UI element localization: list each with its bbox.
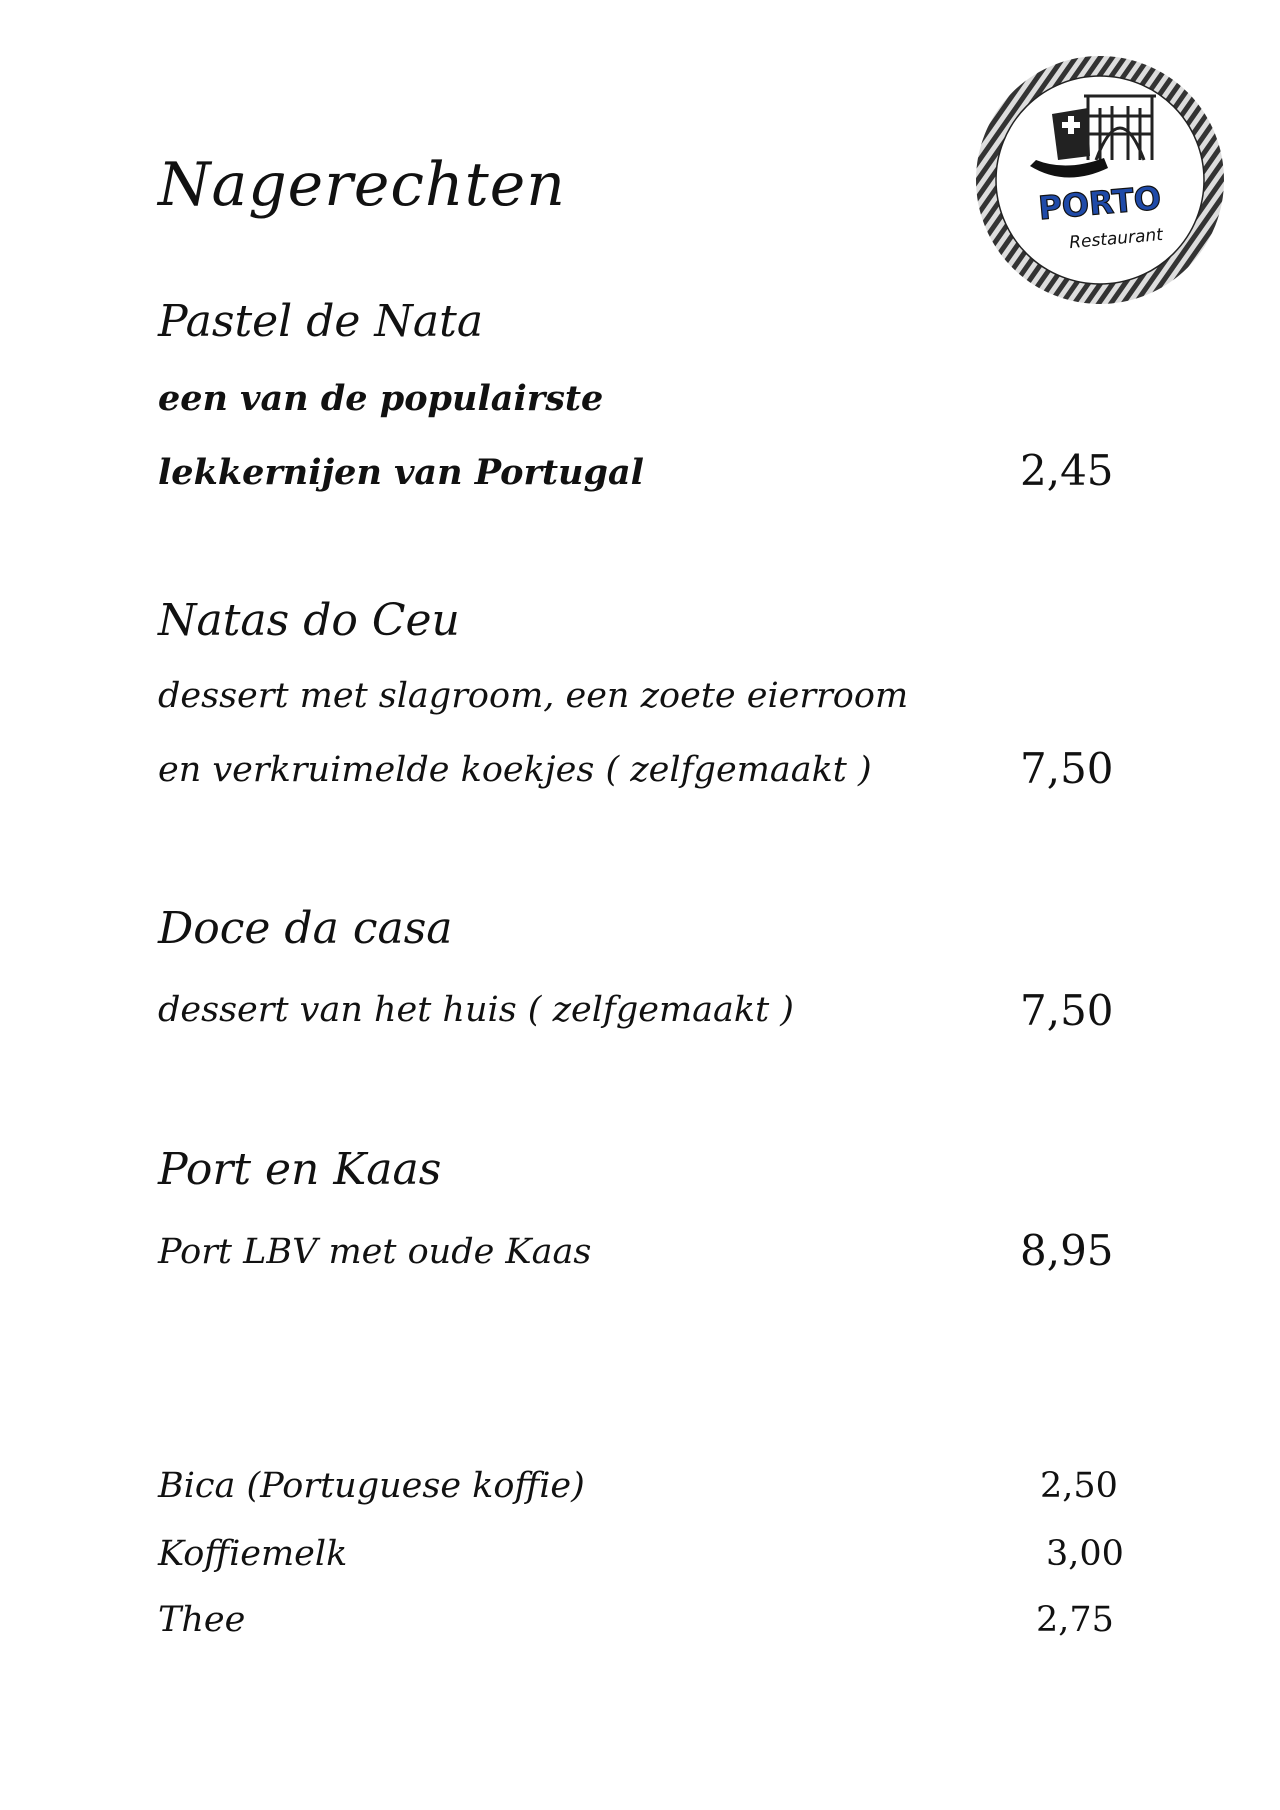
porto-restaurant-logo bbox=[976, 56, 1224, 304]
logo-brand-text: PORTO bbox=[1036, 178, 1163, 228]
dessert-description: dessert van het huis ( zelfgemaakt ) bbox=[158, 990, 794, 1030]
beverage-price: 2,50 bbox=[1040, 1466, 1118, 1506]
dessert-price: 2,45 bbox=[1020, 446, 1114, 495]
beverage-price: 2,75 bbox=[1036, 1600, 1114, 1640]
dessert-description: een van de populairste bbox=[158, 378, 604, 419]
dessert-price: 7,50 bbox=[1020, 744, 1114, 793]
dessert-name: Natas do Ceu bbox=[158, 595, 460, 646]
beverage-name: Thee bbox=[158, 1600, 246, 1640]
dessert-description: lekkernijen van Portugal bbox=[158, 452, 644, 493]
beverage-name: Bica (Portuguese koffie) bbox=[158, 1466, 585, 1506]
dessert-price: 8,95 bbox=[1020, 1226, 1114, 1275]
beverage-price: 3,00 bbox=[1046, 1534, 1124, 1574]
dessert-description: Port LBV met oude Kaas bbox=[158, 1232, 592, 1272]
logo-sub-text: Restaurant bbox=[1068, 224, 1164, 254]
dessert-name: Port en Kaas bbox=[158, 1144, 442, 1195]
dessert-description: en verkruimelde koekjes ( zelfgemaakt ) bbox=[158, 750, 872, 790]
dessert-name: Pastel de Nata bbox=[158, 296, 484, 347]
dessert-name: Doce da casa bbox=[158, 903, 453, 954]
page-title: Nagerechten bbox=[158, 150, 566, 220]
dessert-description: dessert met slagroom, een zoete eierroom bbox=[158, 676, 909, 716]
dessert-price: 7,50 bbox=[1020, 986, 1114, 1035]
beverage-name: Koffiemelk bbox=[158, 1534, 348, 1574]
